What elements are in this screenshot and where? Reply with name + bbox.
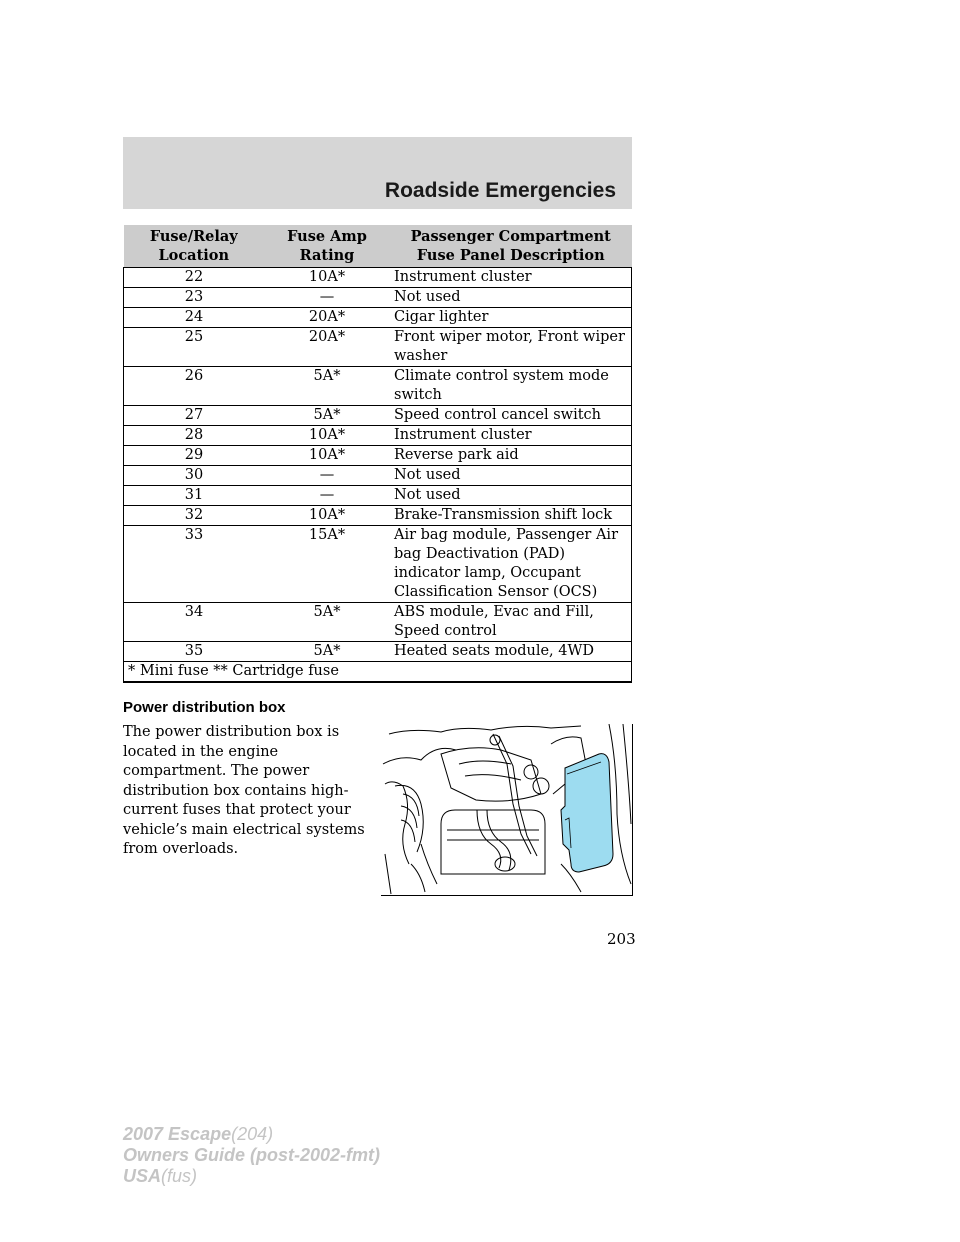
fuse-description-cell: Climate control system mode switch [390,367,632,406]
fuse-location-cell: 24 [124,308,265,328]
table-row [124,486,632,506]
fuse-description-cell: ABS module, Evac and Fill, Speed control [390,603,632,642]
table-row [124,426,632,446]
footnote-row [124,662,632,683]
page-title: Roadside Emergencies [384,179,616,202]
table-row [124,308,632,328]
header-band [123,137,632,209]
fuse-rating-cell: — [264,466,390,486]
footer-market-code: (fus) [161,1166,198,1186]
fuse-location-cell: 32 [124,506,265,526]
fuse-location-cell: 28 [124,426,265,446]
fuse-rating-cell: 10A* [264,426,390,446]
fuse-location-cell: 23 [124,288,265,308]
fuse-rating-cell: 5A* [264,367,390,406]
table-row [124,268,632,288]
fuse-rating-cell: 10A* [264,446,390,466]
fuse-location-cell: 31 [124,486,265,506]
fuse-rating-cell: 10A* [264,268,390,288]
table-row [124,367,632,406]
fuse-rating-cell: 20A* [264,308,390,328]
fuse-description-cell: Cigar lighter [390,308,632,328]
table-row [124,526,632,603]
table-footnote: * Mini fuse ** Cartridge fuse [124,662,632,683]
fuse-description-cell: Instrument cluster [390,268,632,288]
table-row [124,406,632,426]
fuse-rating-cell: 5A* [264,406,390,426]
fuse-description-cell: Heated seats module, 4WD [390,642,632,662]
fuse-location-cell: 25 [124,328,265,367]
footer-line-1 [123,1124,380,1145]
fuse-location-cell: 30 [124,466,265,486]
fuse-location-cell: 33 [124,526,265,603]
fuse-description-cell: Not used [390,288,632,308]
section-heading: Power distribution box [123,699,286,716]
fuse-rating-cell: — [264,288,390,308]
footer-model: 2007 Escape [123,1124,232,1144]
power-distribution-box [561,754,613,872]
section-body-text: The power distribution box is located in the engine compartment. The power distribution box contains high-current fuses that protect your vehicle’s main electrical systems from overloads. [123,724,365,857]
footer-model-code: (204) [231,1124,274,1144]
footer-line-3 [123,1166,380,1187]
table-row [124,328,632,367]
fuse-description-cell: Brake-Transmission shift lock [390,506,632,526]
fuse-location-cell: 26 [124,367,265,406]
fuse-description-cell: Not used [390,466,632,486]
fuse-table [123,225,632,683]
fuse-location-cell: 35 [124,642,265,662]
fuse-description-cell: Air bag module, Passenger Air bag Deactivation (PAD) indicator lamp, Occupant Classification Sensor (OCS) [390,526,632,603]
power-distribution-box-shape [561,754,613,872]
table-row [124,446,632,466]
table-header-row [124,225,632,268]
fuse-description-cell: Reverse park aid [390,446,632,466]
table-row [124,506,632,526]
fuse-location-cell: 34 [124,603,265,642]
fuse-rating-cell: 10A* [264,506,390,526]
fuse-description-cell: Not used [390,486,632,506]
engine-line-drawing [381,724,632,895]
fuse-table-body [124,268,632,662]
table-row [124,642,632,662]
fuse-location-cell: 27 [124,406,265,426]
table-row [124,466,632,486]
fuse-description-cell: Front wiper motor, Front wiper washer [390,328,632,367]
page-number: 203 [607,930,636,948]
footer-line-2: Owners Guide (post-2002-fmt) [123,1145,381,1165]
table-row [124,603,632,642]
fuse-rating-cell: 5A* [264,642,390,662]
column-header-rating: Fuse Amp Rating [264,225,390,268]
fuse-rating-cell: 20A* [264,328,390,367]
fuse-description-cell: Instrument cluster [390,426,632,446]
fuse-location-cell: 22 [124,268,265,288]
fuse-rating-cell: 15A* [264,526,390,603]
footer-market: USA [123,1166,162,1186]
fuse-location-cell: 29 [124,446,265,466]
document-footer [123,1124,380,1187]
fuse-rating-cell: 5A* [264,603,390,642]
table-row [124,288,632,308]
column-header-location: Fuse/Relay Location [124,225,265,268]
engine-compartment-illustration [381,724,633,896]
fuse-rating-cell: — [264,486,390,506]
fuse-description-cell: Speed control cancel switch [390,406,632,426]
column-header-description: Passenger Compartment Fuse Panel Description [390,225,632,268]
